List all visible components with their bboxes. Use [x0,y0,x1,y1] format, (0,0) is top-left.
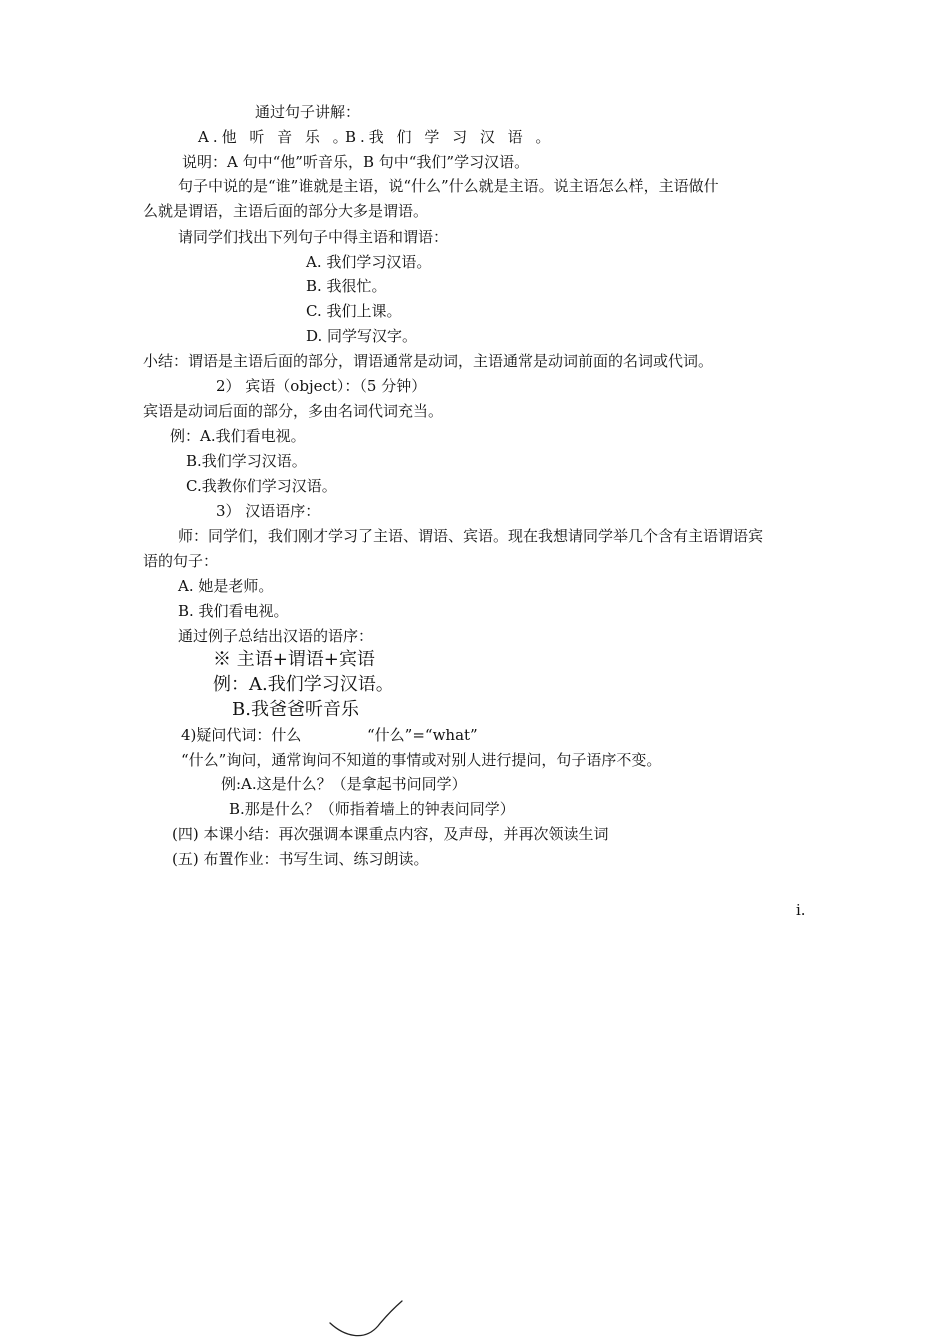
section-heading: 2） 宾语（object）：（5 分钟） [216,377,427,395]
list-item: C. 我们上课。 [306,302,402,320]
section-heading: 3） 汉语语序： [216,502,321,520]
section-heading: (四) 本课小结：再次强调本课重点内容，及声母，并再次领读生词 [172,825,609,843]
check-mark-icon [326,1296,410,1342]
section-heading: 4)疑问代词：什么 [181,726,302,744]
text-line: “什么”询问，通常询问不知道的事情或对别人进行提问，句子语序不变。 [181,751,662,769]
text-line: B.那是什么？（师指着墙上的钟表问同学） [229,800,515,818]
text-line: B.我 们 学 习 汉 语 。 [345,128,555,146]
text-line: 通过句子讲解： [255,103,361,121]
list-item: B. 我很忙。 [306,277,387,295]
text-line: 句子中说的是“谁”谁就是主语，说“什么”什么就是主语。说主语怎么样，主语做什 [178,177,719,195]
text-line: 例:A.这是什么？（是拿起书问同学） [221,775,467,793]
text-line: 宾语是动词后面的部分，多由名词代词充当。 [143,402,444,420]
text-line: A.他 听 音 乐 。 [198,128,352,146]
list-item: A. 我们学习汉语。 [306,253,432,271]
section-heading: (五) 布置作业：书写生词、练习朗读。 [172,850,429,868]
text-line: 例：A.我们看电视。 [170,427,306,445]
text-line: 语的句子： [143,552,219,570]
page-number: i. [796,901,806,919]
text-line: 通过例子总结出汉语的语序： [178,627,374,645]
text-line: 说明：A 句中“他”听音乐，B 句中“我们”学习汉语。 [182,153,530,171]
list-item: A. 她是老师。 [178,577,274,595]
text-line: C.我教你们学习汉语。 [186,477,337,495]
text-line: “什么”=“what” [367,726,478,744]
list-item: B. 我们看电视。 [178,602,289,620]
text-line: 小结：谓语是主语后面的部分，谓语通常是动词，主语通常是动词前面的名词或代词。 [143,352,714,370]
emphasis-line: B.我爸爸听音乐 [232,699,359,720]
text-line: B.我们学习汉语。 [186,452,307,470]
text-line: 师：同学们，我们刚才学习了主语、谓语、宾语。现在我想请同学举几个含有主语谓语宾 [178,527,764,545]
emphasis-line: ※ 主语+谓语+宾语 [213,649,375,670]
text-line: 请同学们找出下列句子中得主语和谓语： [178,228,449,246]
list-item: D. 同学写汉字。 [306,327,418,345]
text-line: 么就是谓语，主语后面的部分大多是谓语。 [143,202,429,220]
emphasis-line: 例：A.我们学习汉语。 [213,674,394,695]
